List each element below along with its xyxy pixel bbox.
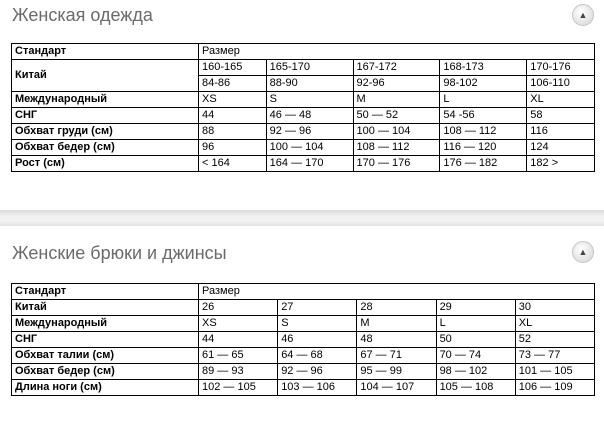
table-cell: 124 bbox=[527, 140, 595, 156]
table-cell: 89 — 93 bbox=[199, 364, 278, 380]
table-cell: 88-90 bbox=[266, 76, 353, 92]
table-cell: 44 bbox=[199, 108, 267, 124]
table-row bbox=[12, 364, 595, 380]
table-cell: 54 -56 bbox=[440, 108, 527, 124]
table-cell: 44 bbox=[199, 332, 278, 348]
table-cell: 100 — 104 bbox=[266, 140, 353, 156]
table-cell: XL bbox=[527, 92, 595, 108]
table-cell: XL bbox=[515, 316, 594, 332]
table-cell: XS bbox=[199, 92, 267, 108]
table-cell: 102 — 105 bbox=[199, 380, 278, 396]
table-cell: 64 — 68 bbox=[278, 348, 357, 364]
table-cell: 30 bbox=[515, 300, 594, 316]
header-size: Размер bbox=[199, 44, 595, 60]
table-cell: 98-102 bbox=[440, 76, 527, 92]
table-row bbox=[12, 316, 595, 332]
table-cell: L bbox=[440, 92, 527, 108]
table-cell: 46 — 48 bbox=[266, 108, 353, 124]
women-clothing-panel bbox=[0, 0, 604, 210]
table-cell: 46 bbox=[278, 332, 357, 348]
table-cell: 48 bbox=[357, 332, 436, 348]
collapse-up-icon[interactable]: ▲ bbox=[572, 241, 594, 263]
table-cell: M bbox=[357, 316, 436, 332]
table-cell: L bbox=[436, 316, 515, 332]
table-cell: S bbox=[266, 92, 353, 108]
row-label: СНГ bbox=[12, 332, 199, 348]
table-cell: 50 — 52 bbox=[353, 108, 440, 124]
table-cell: 108 — 112 bbox=[353, 140, 440, 156]
table-cell: 116 bbox=[527, 124, 595, 140]
table-row bbox=[12, 108, 595, 124]
table-cell: 84-86 bbox=[199, 76, 267, 92]
row-label: СНГ bbox=[12, 108, 199, 124]
section-title: Женская одежда bbox=[12, 5, 153, 25]
table-cell: < 164 bbox=[199, 156, 267, 172]
row-label: Длина ноги (см) bbox=[12, 380, 199, 396]
row-label: Китай bbox=[12, 300, 199, 316]
table-cell: 70 — 74 bbox=[436, 348, 515, 364]
table-cell: 27 bbox=[278, 300, 357, 316]
table-cell: 28 bbox=[357, 300, 436, 316]
table-cell: 170-176 bbox=[527, 60, 595, 76]
table-row bbox=[12, 60, 595, 76]
table-cell: 170 — 176 bbox=[353, 156, 440, 172]
row-label: Китай bbox=[12, 60, 199, 92]
table-cell: 106-110 bbox=[527, 76, 595, 92]
table-cell: 182 > bbox=[527, 156, 595, 172]
table-cell: S bbox=[278, 316, 357, 332]
table-cell: 92-96 bbox=[353, 76, 440, 92]
table-row bbox=[12, 300, 595, 316]
table-cell: 116 — 120 bbox=[440, 140, 527, 156]
table-cell: 29 bbox=[436, 300, 515, 316]
table-cell: 92 — 96 bbox=[278, 364, 357, 380]
table-cell: 92 — 96 bbox=[266, 124, 353, 140]
table-cell: 104 — 107 bbox=[357, 380, 436, 396]
row-label: Международный bbox=[12, 316, 199, 332]
table-cell: 101 — 105 bbox=[515, 364, 594, 380]
table-row bbox=[12, 140, 595, 156]
table-cell: 108 — 112 bbox=[440, 124, 527, 140]
table-cell: 105 — 108 bbox=[436, 380, 515, 396]
table-cell: M bbox=[353, 92, 440, 108]
table-cell: 160-165 bbox=[199, 60, 267, 76]
table-cell: 100 — 104 bbox=[353, 124, 440, 140]
table-cell: 176 — 182 bbox=[440, 156, 527, 172]
table-row bbox=[12, 156, 595, 172]
table-cell: 106 — 109 bbox=[515, 380, 594, 396]
table-cell: 168-173 bbox=[440, 60, 527, 76]
header-size: Размер bbox=[199, 284, 595, 300]
row-label: Обхват бедер (см) bbox=[12, 364, 199, 380]
table-row bbox=[12, 44, 595, 60]
table-row bbox=[12, 332, 595, 348]
table-cell: 26 bbox=[199, 300, 278, 316]
section-title: Женские брюки и джинсы bbox=[12, 243, 227, 263]
table-row bbox=[12, 124, 595, 140]
row-label: Рост (см) bbox=[12, 156, 199, 172]
table-cell: 61 — 65 bbox=[199, 348, 278, 364]
table-row bbox=[12, 348, 595, 364]
header-standard: Стандарт bbox=[12, 284, 199, 300]
row-label: Международный bbox=[12, 92, 199, 108]
women-clothing-size-table bbox=[11, 43, 595, 172]
table-cell: 167-172 bbox=[353, 60, 440, 76]
table-cell: 96 bbox=[199, 140, 267, 156]
row-label: Обхват груди (см) bbox=[12, 124, 199, 140]
table-cell: 103 — 106 bbox=[278, 380, 357, 396]
row-label: Обхват бедер (см) bbox=[12, 140, 199, 156]
section-divider bbox=[0, 210, 604, 226]
table-cell: 50 bbox=[436, 332, 515, 348]
women-pants-size-table bbox=[11, 283, 595, 396]
table-row bbox=[12, 380, 595, 396]
row-label: Обхват талии (см) bbox=[12, 348, 199, 364]
table-row bbox=[12, 284, 595, 300]
table-cell: 67 — 71 bbox=[357, 348, 436, 364]
collapse-up-icon[interactable]: ▲ bbox=[572, 4, 594, 26]
table-cell: 98 — 102 bbox=[436, 364, 515, 380]
table-row bbox=[12, 92, 595, 108]
table-cell: XS bbox=[199, 316, 278, 332]
table-cell: 165-170 bbox=[266, 60, 353, 76]
table-cell: 88 bbox=[199, 124, 267, 140]
table-cell: 164 — 170 bbox=[266, 156, 353, 172]
women-pants-panel bbox=[0, 226, 604, 425]
table-cell: 73 — 77 bbox=[515, 348, 594, 364]
header-standard: Стандарт bbox=[12, 44, 199, 60]
table-cell: 58 bbox=[527, 108, 595, 124]
table-cell: 52 bbox=[515, 332, 594, 348]
table-cell: 95 — 99 bbox=[357, 364, 436, 380]
